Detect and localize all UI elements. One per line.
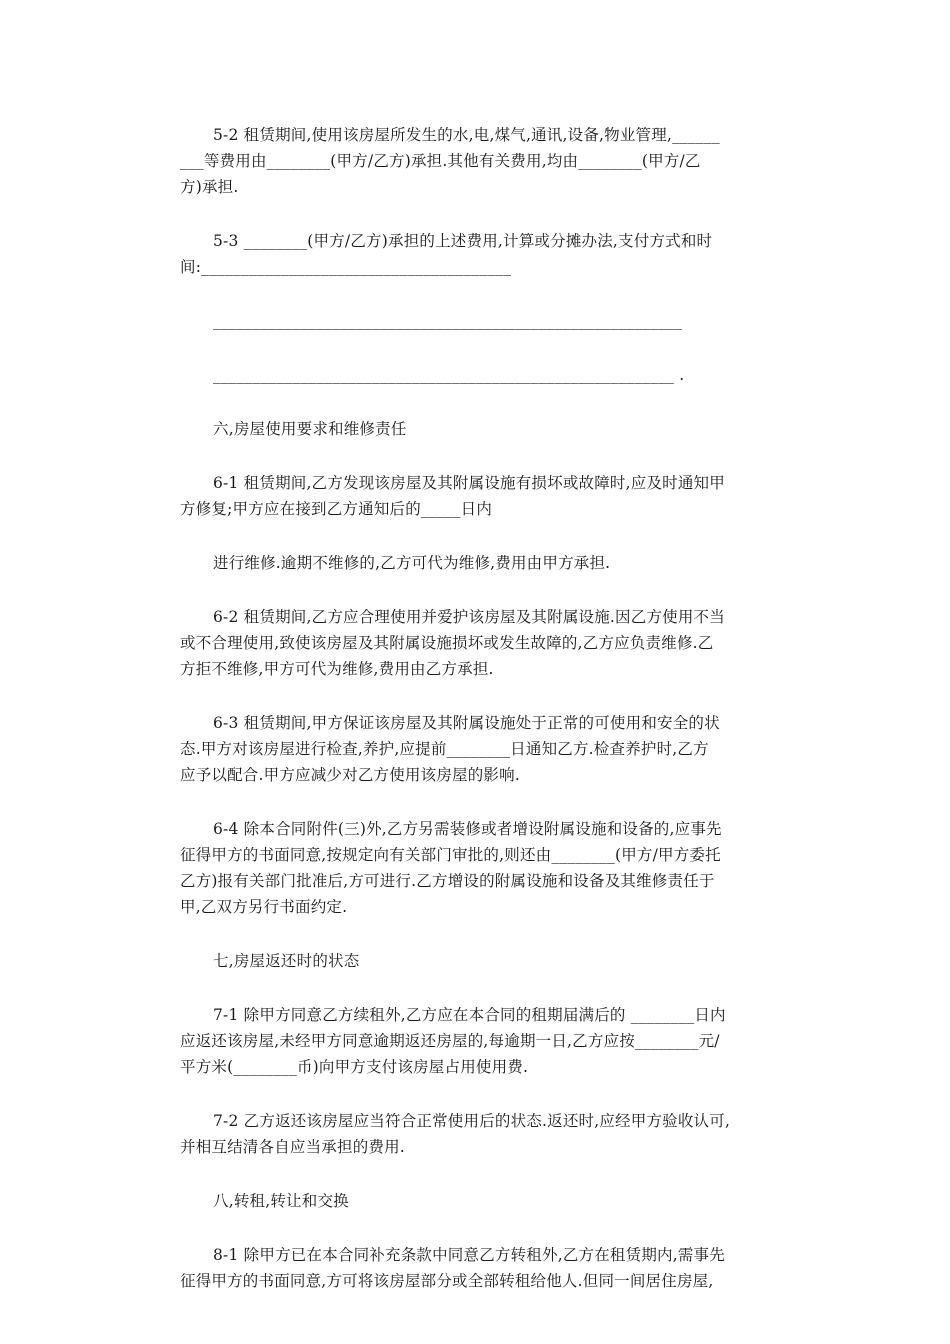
text-line: 6-1 租赁期间,乙方发现该房屋及其附属设施有损坏或故障时,应及时通知甲: [213, 474, 725, 492]
heading-text: 七,房屋返还时的状态: [213, 952, 360, 970]
text-line: 8-1 除甲方已在本合同补充条款中同意乙方转租外,乙方在租赁期内,需事先: [213, 1246, 725, 1264]
text-line: ___等费用由________(甲方/乙方)承担.其他有关费用,均由________(甲方/乙: [180, 152, 701, 170]
paragraph-7-1: [180, 1002, 780, 1080]
text-line: 应返还该房屋,未经甲方同意逾期返还房屋的,每逾期一日,乙方应按________元/: [180, 1032, 720, 1050]
text-line: 方)承担.: [180, 178, 239, 196]
paragraph-5-2: [180, 122, 780, 200]
heading-text: 八,转租,转让和交换: [213, 1192, 349, 1210]
section-heading-8: [180, 1188, 780, 1214]
paragraph-7-2: [180, 1108, 780, 1160]
blank-line: [180, 362, 780, 388]
paragraph-6-4: [180, 816, 780, 920]
text-line: 征得甲方的书面同意,方可将该房屋部分或全部转租给他人.但同一间居住房屋,: [180, 1272, 714, 1290]
text-line: 6-3 租赁期间,甲方保证该房屋及其附属设施处于正常的可使用和安全的状: [213, 714, 720, 732]
section-heading-6: [180, 416, 780, 442]
text-line: 5-3 ________(甲方/乙方)承担的上述费用,计算或分摊办法,支付方式和时: [213, 232, 713, 250]
paragraph-5-3: [180, 228, 780, 280]
text-line: ___________________________________________________________: [213, 312, 683, 330]
paragraph-6-2: [180, 604, 780, 682]
text-line: 或不合理使用,致使该房屋及其附属设施损坏或发生故障的,乙方应负责维修.乙: [180, 634, 714, 652]
heading-text: 六,房屋使用要求和维修责任: [213, 420, 407, 438]
paragraph-6-1-continued: [180, 550, 780, 576]
text-line: 6-4 除本合同附件(三)外,乙方另需装修或者增设附属设施和设备的,应事先: [213, 820, 722, 838]
section-heading-7: [180, 948, 780, 974]
text-line: 应予以配合.甲方应减少对乙方使用该房屋的影响.: [180, 766, 520, 784]
paragraph-8-1: [180, 1242, 780, 1294]
blank-line: [180, 308, 780, 334]
text-line: 甲,乙双方另行书面约定.: [180, 898, 348, 916]
paragraph-6-3: [180, 710, 780, 788]
text-line: __________________________________________________________ .: [213, 366, 685, 384]
text-line: 平方米(________币)向甲方支付该房屋占用使用费.: [180, 1058, 529, 1076]
text-line: 7-2 乙方返还该房屋应当符合正常使用后的状态.返还时,应经甲方验收认可,: [213, 1112, 731, 1130]
text-line: 7-1 除甲方同意乙方续租外,乙方应在本合同的租期届满后的 ________日内: [213, 1006, 726, 1024]
text-line: 进行维修.逾期不维修的,乙方可代为维修,费用由甲方承担.: [213, 554, 611, 572]
text-line: 乙方)报有关部门批准后,方可进行.乙方增设的附属设施和设备及其维修责任于: [180, 872, 715, 890]
text-line: 5-2 租赁期间,使用该房屋所发生的水,电,煤气,通讯,设备,物业管理,______: [213, 126, 720, 144]
text-line: 方拒不维修,甲方可代为维修,费用由乙方承担.: [180, 660, 494, 678]
text-line: 态.甲方对该房屋进行检查,养护,应提前________日通知乙方.检查养护时,乙方: [180, 740, 709, 758]
text-line: 征得甲方的书面同意,按规定向有关部门审批的,则还由________(甲方/甲方委托: [180, 846, 721, 864]
text-line: 方修复;甲方应在接到乙方通知后的_____日内: [180, 500, 493, 518]
text-line: 并相互结清各自应当承担的费用.: [180, 1138, 405, 1156]
text-line: 间:_______________________________________: [180, 258, 512, 276]
paragraph-6-1: [180, 470, 780, 522]
document-page: [180, 122, 780, 1294]
text-line: 6-2 租赁期间,乙方应合理使用并爱护该房屋及其附属设施.因乙方使用不当: [213, 608, 725, 626]
